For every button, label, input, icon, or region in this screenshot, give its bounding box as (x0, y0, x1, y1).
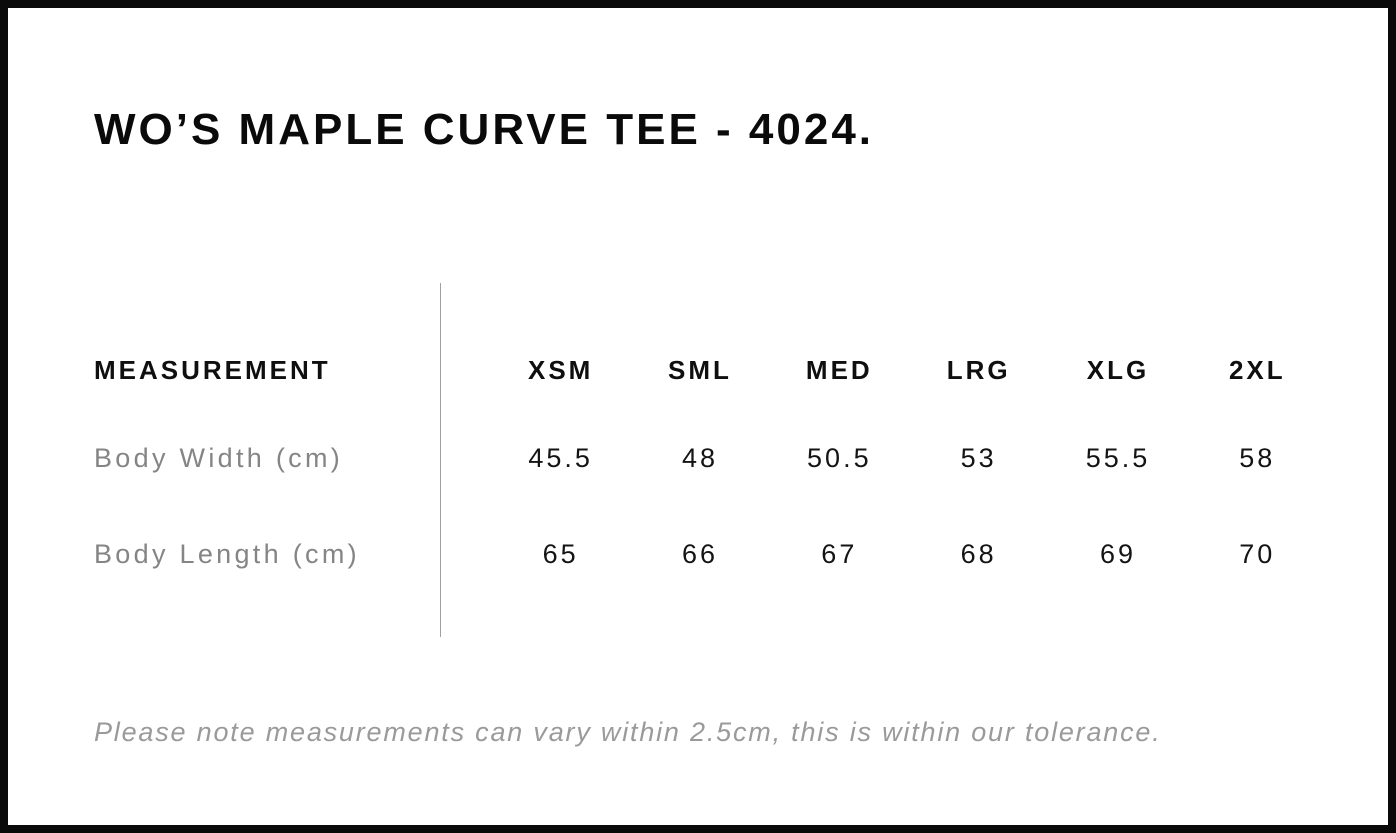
size-table (94, 283, 1327, 637)
page-title: WO’S MAPLE CURVE TEE - 4024. (94, 105, 875, 154)
size-header-xsm: XSM (527, 355, 594, 385)
body-length-2xl: 70 (1239, 539, 1276, 569)
size-header-2xl: 2XL (1228, 355, 1286, 385)
column-header-measurement: MEASUREMENT (94, 355, 331, 385)
body-width-2xl: 58 (1239, 443, 1276, 473)
size-header-cells (440, 357, 1327, 383)
body-length-med: 67 (821, 539, 858, 569)
tolerance-note: Please note measurements can vary within 2.5cm, this is within our tolerance. (94, 717, 1162, 747)
body-width-med: 50.5 (807, 443, 872, 473)
size-header-lrg: LRG (946, 355, 1011, 385)
body-length-cells (440, 541, 1327, 568)
row-label-body-width: Body Width (cm) (94, 443, 344, 473)
body-length-sml: 66 (681, 539, 719, 569)
table-header-row (94, 357, 1327, 383)
table-row-body-width (94, 445, 1327, 472)
size-header-sml: SML (668, 355, 732, 385)
size-header-med: MED (805, 355, 873, 385)
body-width-xsm: 45.5 (528, 443, 593, 473)
body-length-xsm: 65 (542, 539, 579, 569)
row-label-body-length: Body Length (cm) (94, 539, 360, 569)
size-header-xlg: XLG (1086, 355, 1150, 385)
body-width-sml: 48 (681, 443, 719, 473)
body-width-lrg: 53 (960, 443, 997, 473)
table-row-body-length (94, 541, 1327, 568)
body-length-xlg: 69 (1099, 539, 1136, 569)
body-length-lrg: 68 (960, 539, 997, 569)
body-width-cells (440, 445, 1327, 472)
body-width-xlg: 55.5 (1085, 443, 1151, 473)
